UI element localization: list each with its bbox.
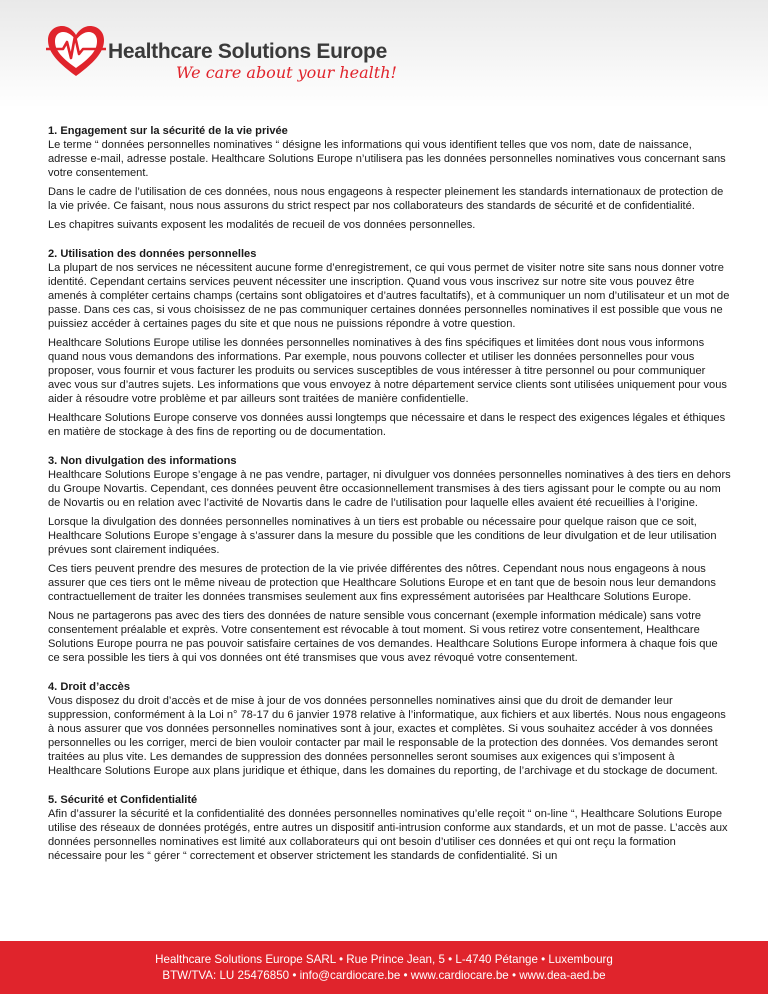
paragraph: Healthcare Solutions Europe conserve vos données aussi longtemps que nécessaire et dans le respect des exigences légales et éthiques en matière de stockage à des fins de reporting ou de documentation. [48, 412, 726, 438]
section-title: 2. Utilisation des données personnelles [48, 248, 257, 260]
paragraph: Afin d’assurer la sécurité et la confidentialité des données personnelles nominatives qu’elle reçoit “ on-line “, Healthcare Solutions Europe utilise des réseaux de données protégés, entre autres un dispositif anti-intrusion conforme aux standards, et un mot de passe. L’accès aux données personnelles nominatives est limité aux collaborateurs qui ont besoin d’utiliser ces données et qui ont reçu la formation nécessaire pour les “ gérer “ correctement et observer strictement les standards de confidentialité. Si un [48, 808, 728, 862]
paragraph: Ces tiers peuvent prendre des mesures de protection de la vie privée différentes des nôtres. Cependant nous nous engageons à nous assurer que ces tiers ont le même niveau de protection que Healthcare Solutions Europe et en tant que de besoin nous leur demandons contractuellement de traiter les données transmises seulement aux fins expressément autorisées par Healthcare Solutions Europe. [48, 563, 716, 603]
paragraph: Le terme “ données personnelles nominatives “ désigne les informations qui vous identifient telles que vos nom, date de naissance, adresse e-mail, adresse postale. Healthcare Solutions Europe n’utilisera pas les données personnelles nominatives vous concernant sans votre consentement. [48, 139, 726, 179]
paragraph: Lorsque la divulgation des données personnelles nominatives à un tiers est probable ou nécessaire pour quelque raison que ce soit, Healthcare Solutions Europe s’engage à s’assurer dans la mesure du possible que les conditions de leur divulgation et de leur utilisation prévues sont clairement indiquées. [48, 516, 717, 556]
paragraph: La plupart de nos services ne nécessitent aucune forme d’enregistrement, ce qui vous permet de visiter notre site sans nous donner votre identité. Cependant certains services peuvent nécessiter une inscription. Quand vous vous inscrivez sur notre site vous pouvez être amenés à compléter certains champs (certains sont obligatoires et d’autres facultatifs), et à communiquer un nom d’utilisateur et un mot de passe. Dans ces cas, si vous choisissez de ne pas communiquer certaines données personnelles nominatives il est possible que vous ne puissiez accéder à certaines pages du site et que nous ne puissions répondre à votre question. [48, 262, 730, 330]
tagline: We care about your health! [176, 63, 397, 82]
page-footer [0, 941, 768, 994]
footer-contact: BTW/TVA: LU 25476850 • info@cardiocare.be • www.cardiocare.be • www.dea-aed.be [162, 968, 606, 982]
document-body [48, 124, 731, 878]
heart-pulse-icon [46, 24, 106, 80]
section-security [48, 793, 731, 863]
paragraph: Les chapitres suivants exposent les modalités de recueil de vos données personnelles. [48, 219, 476, 231]
paragraph: Healthcare Solutions Europe s’engage à ne pas vendre, partager, ni divulguer vos données personnelles nominatives à des tiers en dehors du Groupe Novartis. Cependant, ces données peuvent être occasionnellement transmises à des tiers agissant pour le compte ou au nom de Novartis ou en relation avec l’activité de Novartis dans le cadre de l’utilisation pour laquelle elles avaient été recueillies à l’origine. [48, 469, 731, 509]
section-title: 4. Droit d’accès [48, 681, 131, 693]
paragraph: Vous disposez du droit d’accès et de mise à jour de vos données personnelles nominatives ainsi que du droit de demander leur suppression, conformément à la Loi n° 78-17 du 6 janvier 1978 relative à l’informatique, aux fichiers et aux libertés. Nous nous engageons à nous assurer que vos données personnelles nominatives sont à jour, exactes et complètes. Si vous souhaitez accéder à vos données personnelles ou les corriger, merci de bien vouloir contacter par mail le responsable de la protection des données. Vos demandes seront traitées au plus vite. Les demandes de suppression des données personnelles seront soumises aux exigences qui s’imposent à Healthcare Solutions Europe aux plans juridique et éthique, dans les domaines du reporting, de l’archivage et du stockage de document. [48, 695, 726, 777]
section-title: 5. Sécurité et Confidentialité [48, 794, 198, 806]
section-non-disclosure [48, 454, 731, 665]
brand-name: Healthcare Solutions Europe [108, 40, 387, 63]
paragraph: Healthcare Solutions Europe utilise les données personnelles nominatives à des fins spécifiques et limitées dont nous vous informons quand nous vous demandons des informations. Par exemple, nous pouvons collecter et utiliser les données personnelles pour vous proposer, vous fournir et vous facturer les produits ou services susceptibles de vous intéresser à titre personnel ou pour communiquer avec vous sur d’autres sujets. Les informations que vous envoyez à notre département service clients sont utilisées uniquement pour vous aider à résoudre votre problème et par ailleurs sont traitées de manière confidentielle. [48, 337, 727, 405]
section-privacy-commitment [48, 124, 731, 232]
paragraph: Dans le cadre de l’utilisation de ces données, nous nous engageons à respecter pleinement les standards internationaux de protection de la vie privée. Ce faisant, nous nous assurons du strict respect par nos collaborateurs des standards de sécurité et de confidentialité. [48, 186, 724, 212]
section-data-usage [48, 247, 731, 439]
section-title: 3. Non divulgation des informations [48, 455, 237, 467]
footer-address: Healthcare Solutions Europe SARL • Rue Prince Jean, 5 • L-4740 Pétange • Luxembourg [155, 952, 613, 966]
paragraph: Nous ne partagerons pas avec des tiers des données de nature sensible vous concernant (exemple information médicale) sans votre consentement préalable et exprès. Votre consentement est révocable à tout moment. Si vous retirez votre consentement, Healthcare Solutions Europe pourra ne pas pouvoir satisfaire certaines de vos demandes. Healthcare Solutions Europe informera à chaque fois que ce sera possible les tiers à qui vos données ont été transmises que vous avez révoqué votre consentement. [48, 610, 718, 664]
section-access-right [48, 680, 731, 778]
section-title: 1. Engagement sur la sécurité de la vie privée [48, 125, 288, 137]
